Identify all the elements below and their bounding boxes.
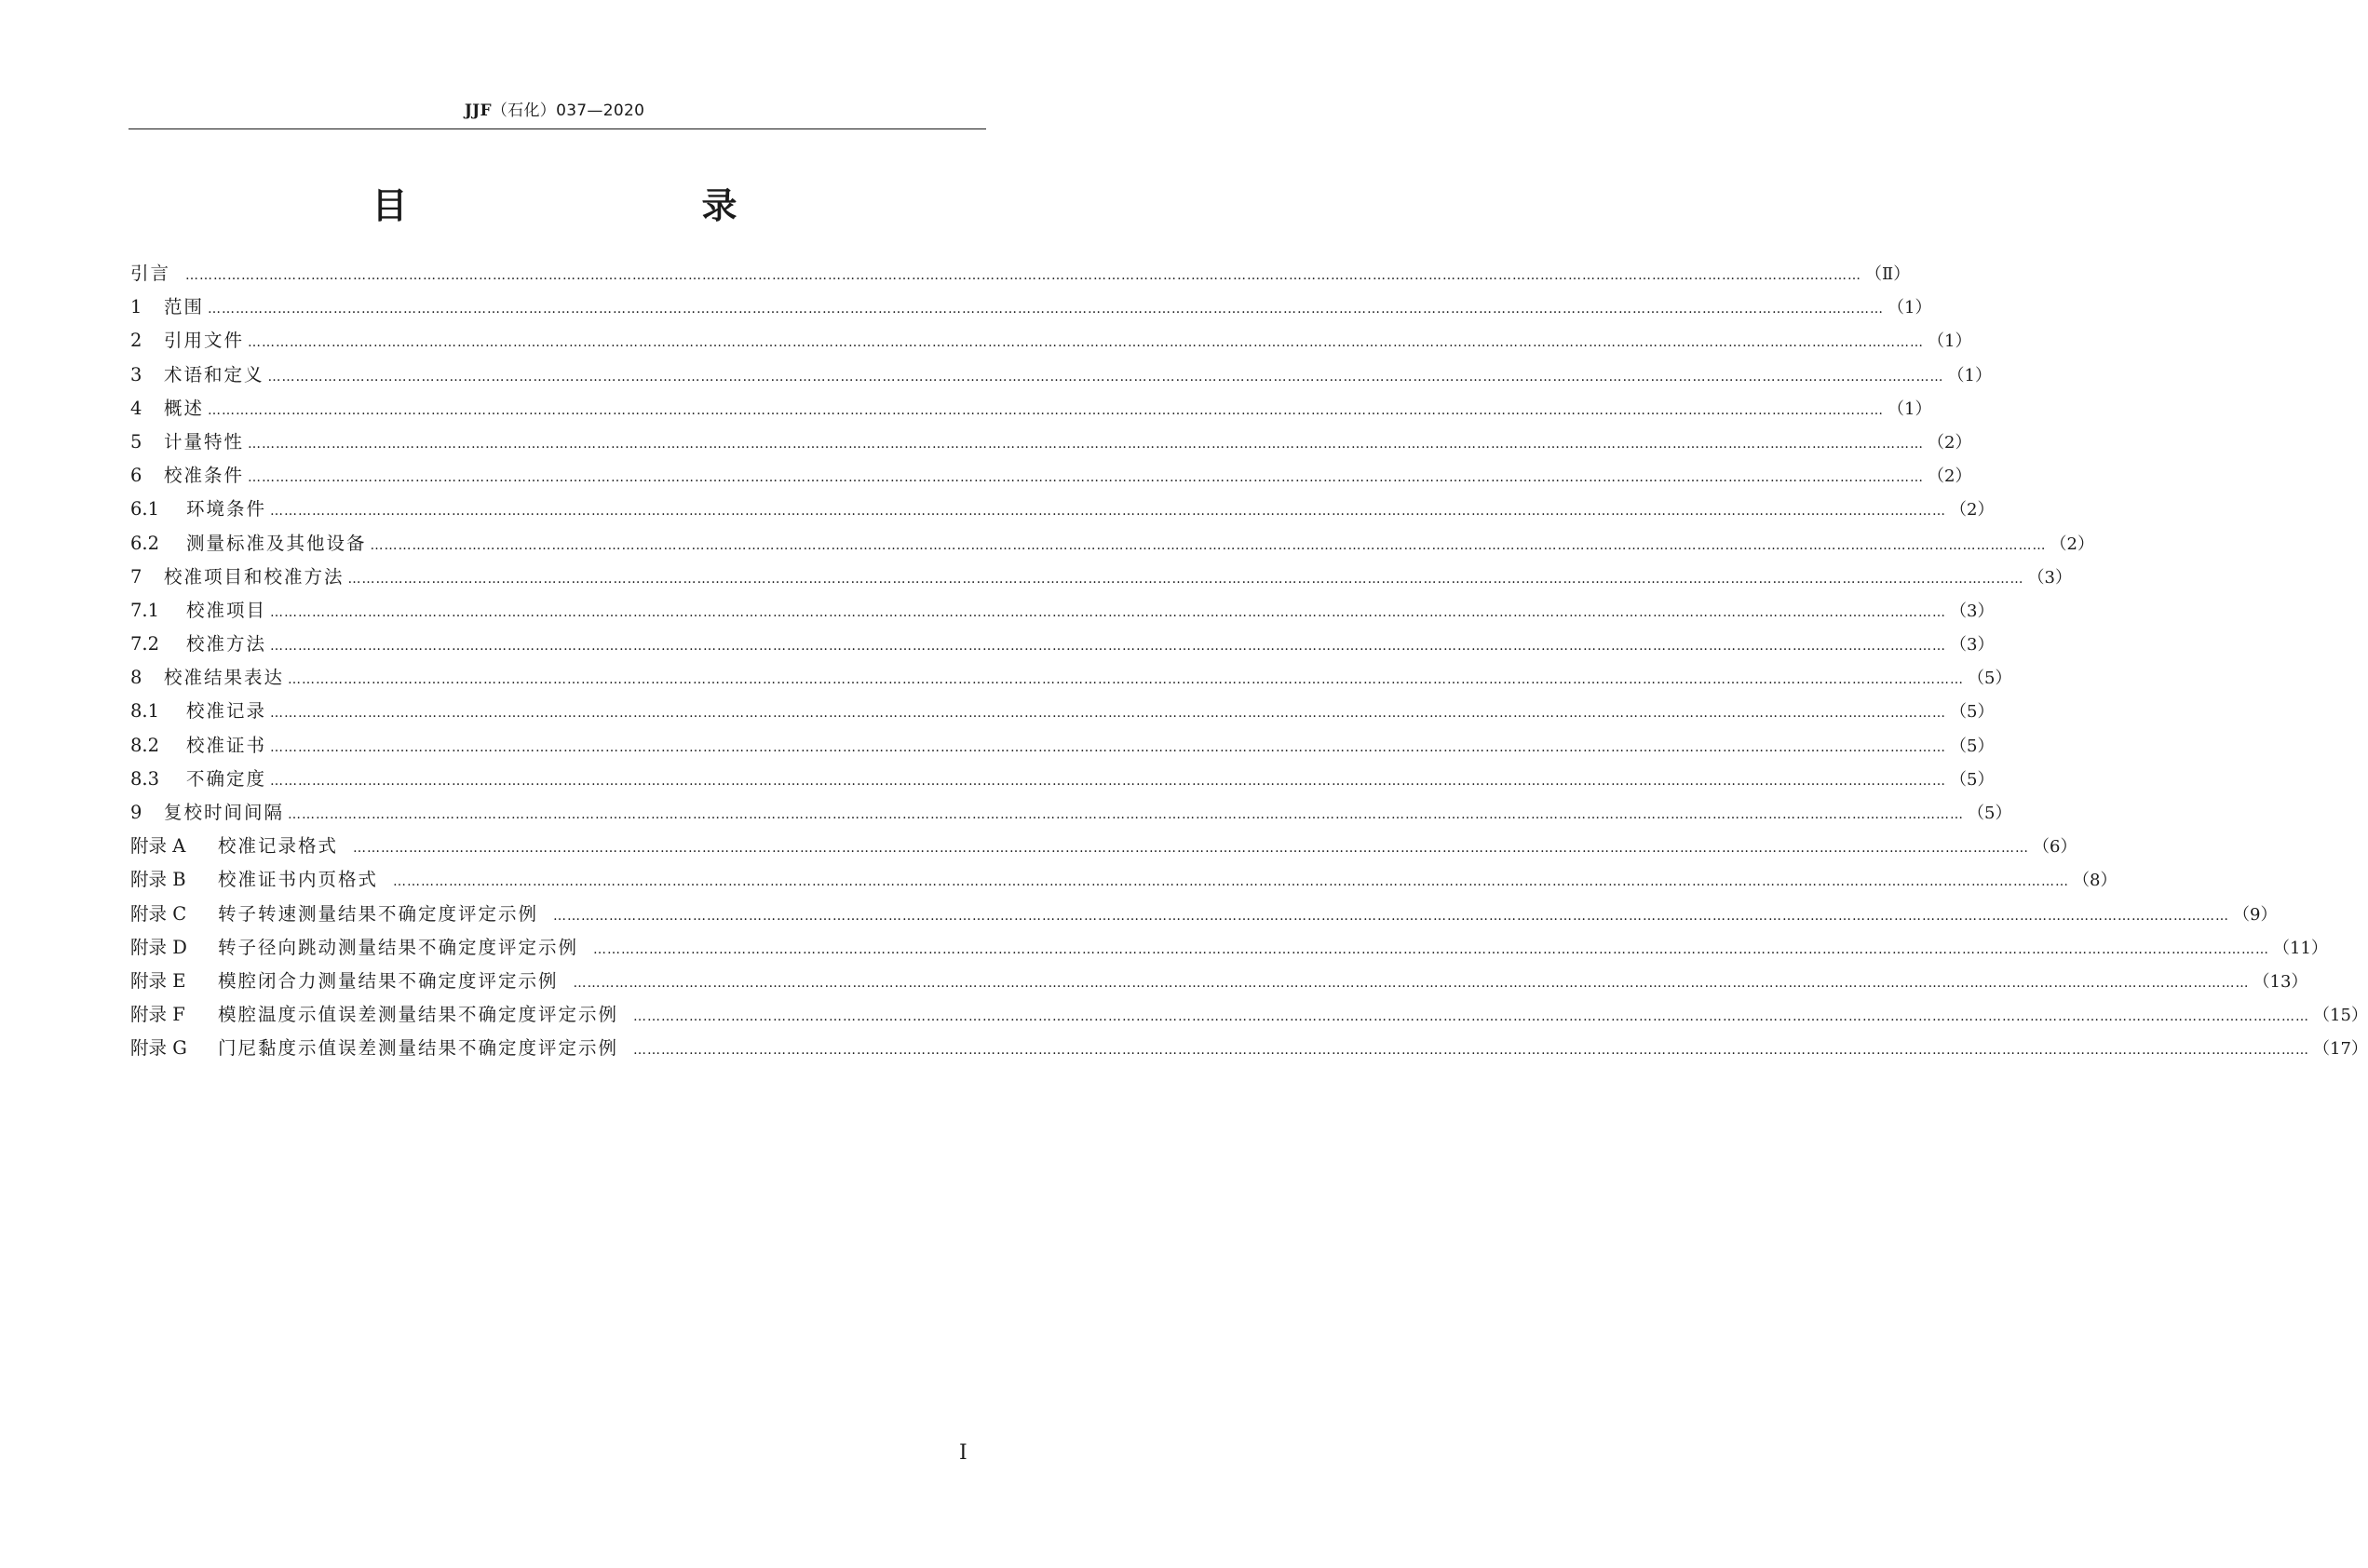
toc-entry-page: （Ⅱ） xyxy=(1865,264,1911,284)
toc-entry-title: 校准条件 xyxy=(164,465,245,487)
toc-entry[interactable] xyxy=(130,426,1972,459)
toc-entry-number: 附录 C xyxy=(130,902,187,925)
toc-entry-title: 范围 xyxy=(164,296,205,318)
toc-entry-page: （3） xyxy=(1950,601,1995,621)
toc-entry-page: （17） xyxy=(2313,1039,2368,1060)
toc-entry-title: 不确定度 xyxy=(186,767,267,790)
toc-entry-title: 校准证书 xyxy=(186,734,267,756)
toc-entry-number: 7 xyxy=(130,565,142,588)
toc-entry[interactable] xyxy=(130,931,2328,965)
toc-entry-title: 复校时间间隔 xyxy=(164,802,285,823)
toc-entry[interactable] xyxy=(130,998,2368,1032)
toc-entry-number: 4 xyxy=(130,397,142,419)
running-header xyxy=(0,97,1109,120)
toc-entry[interactable] xyxy=(130,594,1995,628)
toc-entry[interactable] xyxy=(130,493,1995,526)
toc-entry[interactable] xyxy=(130,392,1932,426)
toc-entry-number: 1 xyxy=(130,296,142,318)
toc-dot-leader: ……………………………………………………………………………………………………………………………………………………………………………………………………………………………………………………………………………………………………………………………… xyxy=(288,672,1965,688)
toc-dot-leader: ……………………………………………………………………………………………………………………………………………………………………………………………………………………………………………………………………………………………………………………………… xyxy=(370,537,2047,553)
toc-entry-number: 5 xyxy=(130,430,142,453)
toc-entry-page: （2） xyxy=(1950,500,1995,520)
toc-entry-page: （5） xyxy=(1950,736,1995,756)
toc-entry[interactable] xyxy=(130,459,1972,493)
toc-entry-title: 术语和定义 xyxy=(164,363,264,385)
toc-entry[interactable] xyxy=(130,965,2308,998)
toc-entry-title: 校准记录 xyxy=(186,700,267,723)
toc-entry-number: 6 xyxy=(130,465,142,487)
toc-entry-page: （2） xyxy=(2050,534,2094,554)
toc-entry-page: （2） xyxy=(1928,466,1972,487)
toc-entry-title: 校准结果表达 xyxy=(164,667,285,689)
standard-code-prefix: JJF xyxy=(464,101,492,120)
toc-entry-number: 附录 D xyxy=(130,936,187,958)
toc-dot-leader: ……………………………………………………………………………………………………………………………………………………………………………………………………………………………………………………………………………………………………………………………… xyxy=(353,841,2030,857)
toc-dot-leader: ……………………………………………………………………………………………………………………………………………………………………………………………………………………………………………………………………………………………………………………………… xyxy=(573,975,2250,991)
toc-dot-leader: ……………………………………………………………………………………………………………………………………………………………………………………………………………………………………………………………………………………………………………………………… xyxy=(288,807,1965,822)
toc-entry[interactable] xyxy=(130,561,2072,594)
toc-dot-leader: ……………………………………………………………………………………………………………………………………………………………………………………………………………………………………………………………………………………………………………………………… xyxy=(553,908,2230,924)
toc-dot-leader: ……………………………………………………………………………………………………………………………………………………………………………………………………………………………………………………………………………………………………………………………… xyxy=(347,571,2024,587)
toc-entry-page: （1） xyxy=(1947,365,1992,385)
toc-dot-leader: ……………………………………………………………………………………………………………………………………………………………………………………………………………………………………………………………………………………………………………………………… xyxy=(593,941,2270,957)
toc-entry-page: （5） xyxy=(1950,702,1995,723)
toc-entry-page: （15） xyxy=(2313,1006,2368,1026)
toc-entry[interactable] xyxy=(130,257,1911,291)
toc-dot-leader: ……………………………………………………………………………………………………………………………………………………………………………………………………………………………………………………………………………………………………………………………… xyxy=(208,302,1885,318)
toc-dot-leader: ……………………………………………………………………………………………………………………………………………………………………………………………………………………………………………………………………………………………………………………………… xyxy=(270,504,1947,520)
toc-entry-title: 环境条件 xyxy=(186,498,267,520)
toc-entry-page: （6） xyxy=(2033,837,2077,858)
toc-entry-page: （8） xyxy=(2073,871,2118,891)
toc-entry-number: 附录 F xyxy=(130,1004,185,1026)
toc-entry-number: 3 xyxy=(130,363,142,385)
toc-entry-title: 计量特性 xyxy=(164,430,245,453)
toc-entry[interactable] xyxy=(130,695,1995,728)
toc-dot-leader: ……………………………………………………………………………………………………………………………………………………………………………………………………………………………………………………………………………………………………………………………… xyxy=(270,639,1947,655)
toc-entry-number: 2 xyxy=(130,330,142,352)
toc-dot-leader: ……………………………………………………………………………………………………………………………………………………………………………………………………………………………………………………………………………………………………………………………… xyxy=(270,604,1947,620)
toc-entry-title: 校准证书内页格式 xyxy=(218,869,379,891)
toc-entry-number: 附录 G xyxy=(130,1037,187,1060)
toc-dot-leader: ……………………………………………………………………………………………………………………………………………………………………………………………………………………………………………………………………………………………………………………………… xyxy=(270,739,1947,755)
toc-entry-title: 校准项目 xyxy=(186,599,267,621)
toc-entry-title: 转子径向跳动测量结果不确定度评定示例 xyxy=(218,936,579,958)
toc-entry[interactable] xyxy=(130,729,1995,763)
toc-dot-leader: ……………………………………………………………………………………………………………………………………………………………………………………………………………………………………………………………………………………………………………………………… xyxy=(393,874,2070,890)
toc-entry-number: 附录 A xyxy=(130,835,186,858)
toc-entry[interactable] xyxy=(130,863,2118,897)
toc-entry-number: 7.1 xyxy=(130,599,160,621)
toc-entry[interactable] xyxy=(130,291,1932,324)
toc-dot-leader: ……………………………………………………………………………………………………………………………………………………………………………………………………………………………………………………………………………………………………………………………… xyxy=(270,773,1947,789)
toc-entry-page: （1） xyxy=(1888,399,1932,419)
toc-entry[interactable] xyxy=(130,358,1992,392)
toc-entry-page: （1） xyxy=(1888,298,1932,318)
toc-entry-page: （2） xyxy=(1928,432,1972,453)
toc-entry-title: 校准项目和校准方法 xyxy=(164,565,345,588)
toc-entry-page: （9） xyxy=(2233,904,2278,925)
toc-entry-page: （3） xyxy=(1950,635,1995,656)
toc-entry[interactable] xyxy=(130,830,2077,863)
toc-entry-title: 校准记录格式 xyxy=(218,835,339,858)
toc-dot-leader: ……………………………………………………………………………………………………………………………………………………………………………………………………………………………………………………………………………………………………………………………… xyxy=(270,706,1947,722)
standard-code-rest: （石化）037—2020 xyxy=(491,101,645,120)
toc-entry-number: 6.2 xyxy=(130,532,160,554)
toc-entry[interactable] xyxy=(130,527,2094,561)
toc-entry-title: 概述 xyxy=(164,397,205,419)
toc-entry[interactable] xyxy=(130,796,2012,830)
toc-dot-leader: ……………………………………………………………………………………………………………………………………………………………………………………………………………………………………………………………………………………………………………………………… xyxy=(248,335,1925,351)
toc-dot-leader: ……………………………………………………………………………………………………………………………………………………………………………………………………………………………………………………………………………………………………………………………… xyxy=(248,436,1925,452)
header-rule xyxy=(129,128,986,129)
toc-entry-number: 8.3 xyxy=(130,767,160,790)
toc-dot-leader: ……………………………………………………………………………………………………………………………………………………………………………………………………………………………………………………………………………………………………………………………… xyxy=(267,369,1944,385)
toc-entry[interactable] xyxy=(130,324,1972,358)
toc-dot-leader: ……………………………………………………………………………………………………………………………………………………………………………………………………………………………………………………………………………………………………………………………… xyxy=(633,1043,2310,1059)
toc-dot-leader: ……………………………………………………………………………………………………………………………………………………………………………………………………………………………………………………………………………………………………………………………… xyxy=(633,1009,2310,1025)
toc-entry-page: （1） xyxy=(1928,331,1972,352)
toc-entry-number: 8 xyxy=(130,667,142,689)
toc-entry-number: 8.2 xyxy=(130,734,160,756)
toc-entry[interactable] xyxy=(130,763,1995,796)
toc-entry-page: （5） xyxy=(1950,769,1995,790)
table-of-contents xyxy=(130,257,2368,1066)
toc-entry-number: 附录 E xyxy=(130,969,186,992)
toc-entry-number: 9 xyxy=(130,802,142,823)
toc-dot-leader: ……………………………………………………………………………………………………………………………………………………………………………………………………………………………………………………………………………………………………………………………… xyxy=(185,268,1862,283)
toc-entry-page: （13） xyxy=(2253,971,2308,992)
toc-entry-title: 测量标准及其他设备 xyxy=(186,532,367,554)
toc-dot-leader: ……………………………………………………………………………………………………………………………………………………………………………………………………………………………………………………………………………………………………………………………… xyxy=(208,402,1885,418)
toc-entry-page: （5） xyxy=(1968,804,2012,823)
page-title: 目 录 xyxy=(372,185,812,226)
toc-entry-title: 引用文件 xyxy=(164,330,245,352)
toc-entry-title: 引言 xyxy=(130,263,171,284)
toc-entry-title: 转子转速测量结果不确定度评定示例 xyxy=(218,902,539,925)
toc-entry[interactable] xyxy=(130,1032,2368,1065)
toc-entry-number: 8.1 xyxy=(130,700,160,723)
toc-entry[interactable] xyxy=(130,628,1995,661)
toc-entry-page: （5） xyxy=(1968,669,2012,689)
toc-entry-number: 7.2 xyxy=(130,633,160,656)
toc-entry-title: 模腔温度示值误差测量结果不确定度评定示例 xyxy=(218,1004,619,1026)
toc-entry-number: 附录 B xyxy=(130,869,186,891)
toc-entry-title: 门尼黏度示值误差测量结果不确定度评定示例 xyxy=(218,1037,619,1060)
toc-entry[interactable] xyxy=(130,661,2012,695)
toc-entry-page: （11） xyxy=(2273,938,2328,958)
toc-entry-number: 6.1 xyxy=(130,498,160,520)
toc-entry-page: （3） xyxy=(2027,567,2072,588)
toc-dot-leader: ……………………………………………………………………………………………………………………………………………………………………………………………………………………………………………………………………………………………………………………………… xyxy=(248,470,1925,486)
toc-entry-title: 校准方法 xyxy=(186,633,267,656)
toc-entry[interactable] xyxy=(130,898,2278,931)
toc-entry-title: 模腔闭合力测量结果不确定度评定示例 xyxy=(218,969,559,992)
page-number: Ⅰ xyxy=(959,1441,967,1465)
